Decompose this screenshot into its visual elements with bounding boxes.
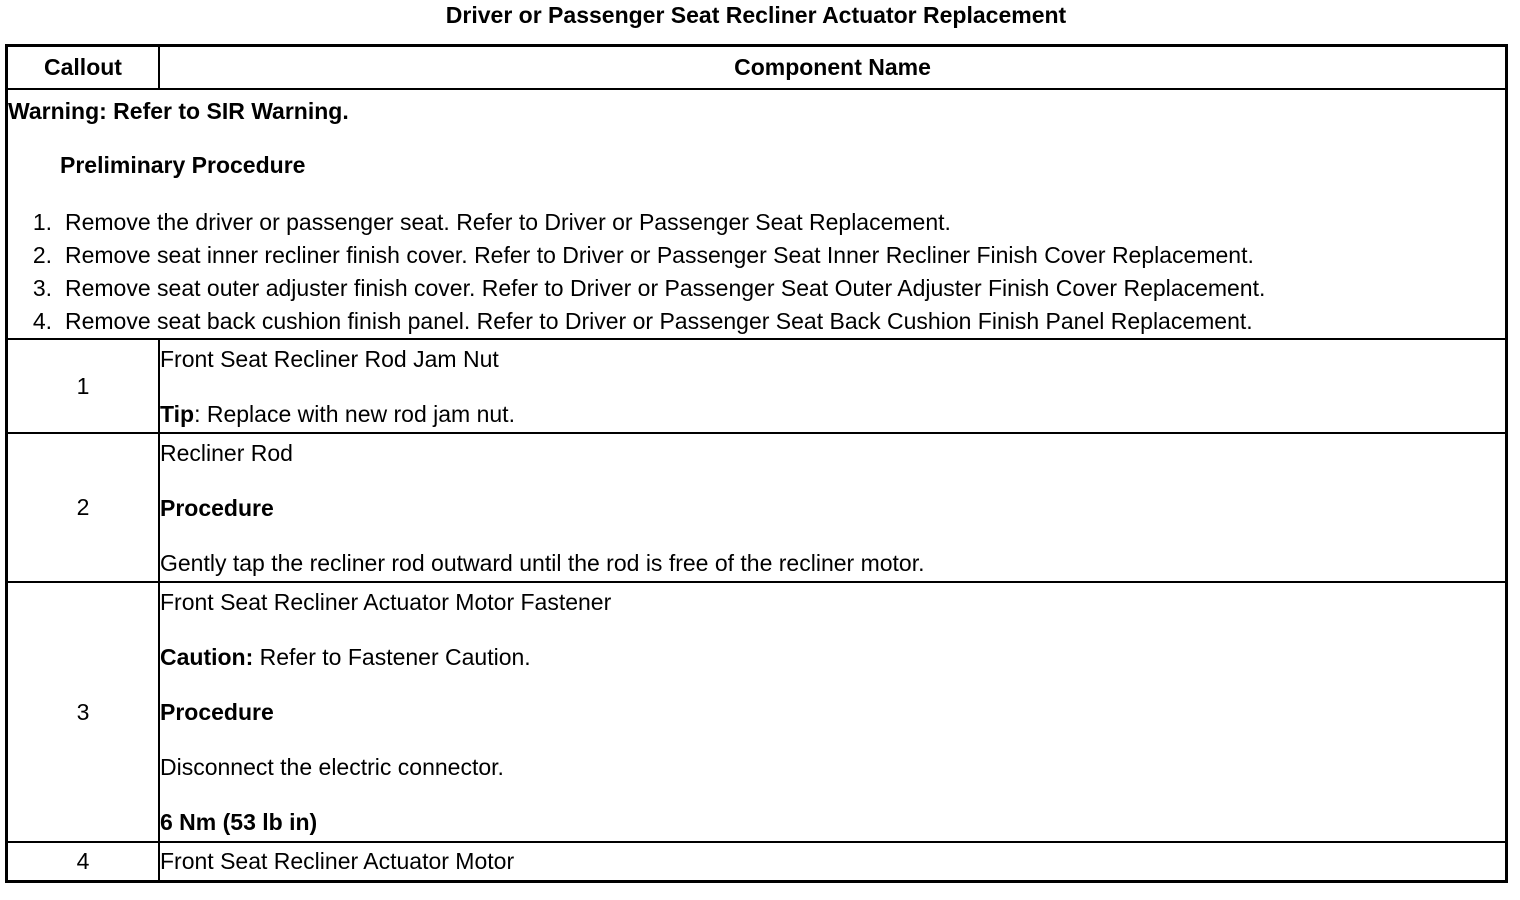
procedure-text: Gently tap the recliner rod outward until the rod is free of the recliner motor. — [160, 549, 925, 576]
tip-note — [160, 401, 1505, 427]
callout-number: 2 — [7, 433, 160, 582]
component-name: Front Seat Recliner Actuator Motor — [160, 848, 515, 875]
preliminary-step — [8, 305, 1505, 338]
preliminary-step — [8, 272, 1505, 305]
procedure-label: Procedure — [160, 494, 274, 521]
table-row — [7, 339, 1507, 433]
preliminary-step — [8, 239, 1505, 272]
component-cell — [159, 339, 1507, 433]
table-row — [7, 582, 1507, 842]
preliminary-procedure-heading: Preliminary Procedure — [60, 152, 306, 178]
tip-label: Tip — [160, 400, 195, 427]
step-number: 4. — [32, 308, 52, 334]
table-header-row — [7, 46, 1507, 90]
step-text: Remove seat outer adjuster finish cover. Refer to Driver or Passenger Seat Outer Adjuster Finish Cover Replacement. — [65, 275, 1266, 301]
component-name: Front Seat Recliner Rod Jam Nut — [160, 345, 499, 372]
table-row — [7, 842, 1507, 881]
step-text: Remove seat back cushion finish panel. Refer to Driver or Passenger Seat Back Cushion Finish Panel Replacement. — [65, 308, 1253, 334]
preliminary-row — [7, 89, 1507, 339]
step-number: 1. — [32, 209, 52, 235]
component-name: Front Seat Recliner Actuator Motor Fastener — [160, 589, 612, 615]
document-title: Driver or Passenger Seat Recliner Actuator Replacement — [445, 2, 1067, 28]
callout-column-header: Callout — [7, 46, 160, 90]
step-text: Remove the driver or passenger seat. Refer to Driver or Passenger Seat Replacement. — [65, 209, 951, 235]
component-cell — [159, 433, 1507, 582]
caution-note — [160, 644, 1505, 670]
step-text: Remove seat inner recliner finish cover. Refer to Driver or Passenger Seat Inner Recliner Finish Cover Replacement. — [65, 242, 1254, 268]
component-name: Recliner Rod — [160, 439, 293, 466]
preliminary-cell — [7, 89, 1507, 339]
procedure-text: Disconnect the electric connector. — [160, 754, 504, 780]
procedure-table — [5, 44, 1508, 883]
preliminary-step — [8, 206, 1505, 239]
tip-text: : Replace with new rod jam nut. — [194, 400, 515, 427]
step-number: 2. — [32, 242, 52, 268]
step-number: 3. — [32, 275, 52, 301]
component-name-column-header: Component Name — [159, 46, 1507, 90]
component-cell — [159, 842, 1507, 881]
procedure-label: Procedure — [160, 699, 274, 725]
callout-number: 4 — [7, 842, 160, 881]
caution-label: Caution: — [160, 644, 254, 670]
sir-warning: Warning: Refer to SIR Warning. — [8, 98, 349, 124]
torque-spec: 6 Nm (53 lb in) — [160, 809, 318, 835]
component-cell — [159, 582, 1507, 842]
callout-number: 1 — [7, 339, 160, 433]
table-row — [7, 433, 1507, 582]
caution-text: Refer to Fastener Caution. — [253, 644, 531, 670]
preliminary-steps-list — [8, 206, 1505, 338]
callout-number: 3 — [7, 582, 160, 842]
